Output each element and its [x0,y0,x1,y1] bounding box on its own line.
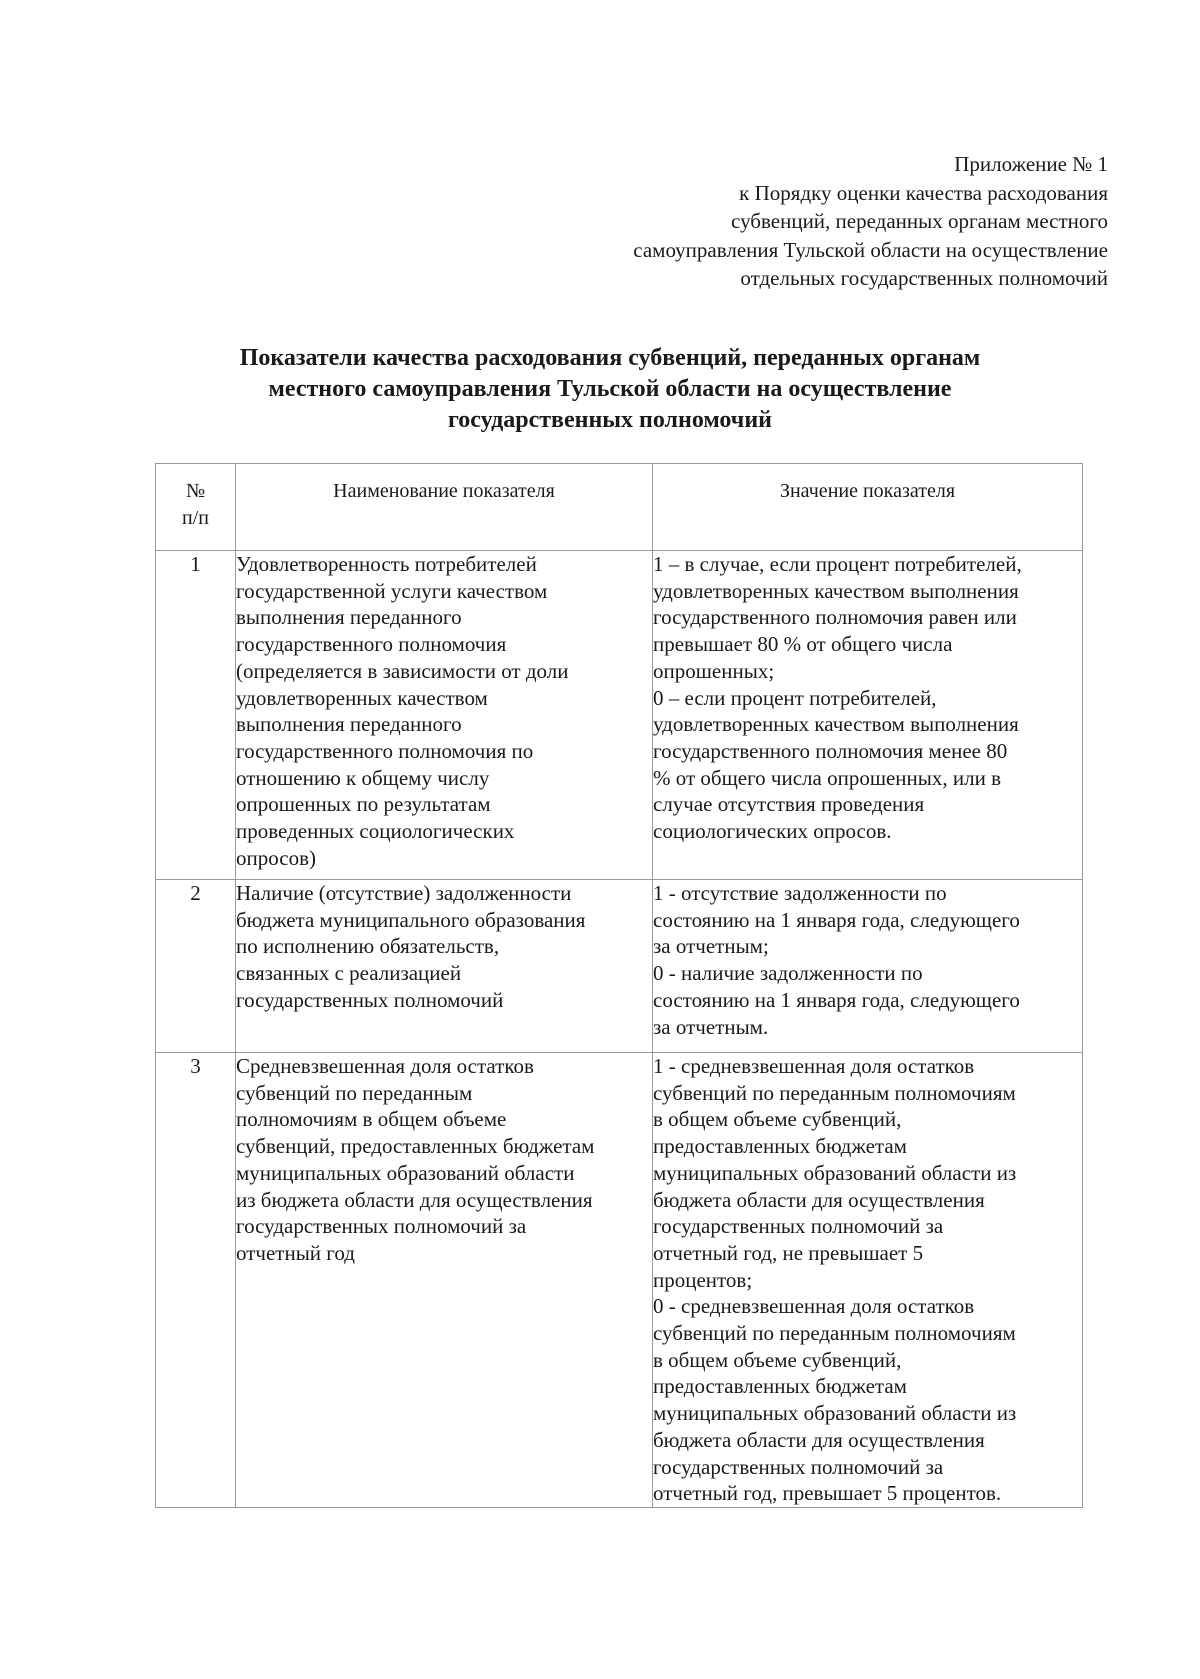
text-line: отчетный год [236,1240,355,1265]
indicator-name [236,880,653,1053]
row-number: 2 [156,880,236,1053]
text-line: выполнения переданного [236,605,462,630]
table-header-row [156,464,1083,551]
text-line: (определяется в зависимости от доли [236,658,569,683]
text-line: за отчетным; [653,934,769,959]
text-line: бюджета области для осуществления [653,1427,985,1452]
text-line: предоставленных бюджетам [653,1374,907,1399]
appendix-line: к Порядку оценки качества расходования [739,180,1108,205]
text-line: превышает 80 % от общего числа [653,632,953,657]
text-line: субвенций по переданным полномочиям [653,1321,1016,1346]
text-line: опрошенных по результатам [236,792,491,817]
text-line: социологических опросов. [653,819,892,844]
indicators-table [155,463,1083,1508]
text-line: % от общего числа опрошенных, или в [653,765,1002,790]
table-row [156,880,1083,1053]
text-line: 0 - средневзвешенная доля остатков [653,1294,975,1319]
text-line: отчетный год, превышает 5 процентов. [653,1481,1002,1506]
text-line: состоянию на 1 января года, следующего [653,907,1020,932]
appendix-line: самоуправления Тульской области на осуществление [633,237,1108,262]
text-line: выполнения переданного [236,712,462,737]
title-line: местного самоуправления Тульской области на осуществление [268,376,952,402]
indicator-value [653,880,1083,1053]
title-line: государственных полномочий [447,407,772,433]
text-line: государственных полномочий [236,987,504,1012]
text-line: процентов; [653,1267,753,1292]
text-line: в общем объеме субвенций, [653,1347,902,1372]
text-line: отношению к общему числу [236,765,490,790]
text-line: Наличие (отсутствие) задолженности [236,881,572,905]
header-value: Значение показателя [653,464,1083,551]
text-line: муниципальных образований области [236,1160,575,1185]
document-title [160,343,1060,436]
text-line: субвенций по переданным полномочиям [653,1080,1016,1105]
text-line: бюджета области для осуществления [653,1187,985,1212]
text-line: государственных полномочий за [653,1454,944,1479]
header-name: Наименование показателя [236,464,653,551]
row-number: 1 [156,551,236,880]
text-line: полномочиям в общем объеме [236,1107,507,1132]
text-line: государственного полномочия равен или [653,605,1017,630]
text-line: Удовлетворенность потребителей [236,552,537,576]
text-line: состоянию на 1 января года, следующего [653,987,1020,1012]
text-line: в общем объеме субвенций, [653,1107,902,1132]
text-line: 0 – если процент потребителей, [653,685,937,710]
text-line: связанных с реализацией [236,961,462,986]
appendix-header [468,150,1108,293]
text-line: муниципальных образований области из [653,1160,1017,1185]
text-line: государственных полномочий за [653,1214,944,1239]
indicator-name [236,1053,653,1508]
text-line: 1 – в случае, если процент потребителей, [653,552,1022,576]
text-line: проведенных социологических [236,819,515,844]
header-number-line2: п/п [182,506,209,529]
indicator-value [653,551,1083,880]
text-line: субвенций, предоставленных бюджетам [236,1134,595,1159]
header-number-line1: № [185,480,206,502]
text-line: удовлетворенных качеством выполнения [653,712,1019,737]
row-number: 3 [156,1053,236,1508]
text-line: отчетный год, не превышает 5 [653,1240,924,1265]
text-line: государственной услуги качеством [236,578,548,603]
text-line: 0 - наличие задолженности по [653,961,923,986]
text-line: опросов) [236,845,316,870]
title-line: Показатели качества расходования субвенций, переданных органам [239,345,981,371]
text-line: государственных полномочий за [236,1214,527,1239]
text-line: Средневзвешенная доля остатков [236,1054,534,1078]
text-line: бюджета муниципального образования [236,907,586,932]
text-line: за отчетным. [653,1014,769,1039]
text-line: опрошенных; [653,658,775,683]
text-line: по исполнению обязательств, [236,934,500,959]
indicator-value [653,1053,1083,1508]
text-line: муниципальных образований области из [653,1401,1017,1426]
text-line: 1 - отсутствие задолженности по [653,881,947,905]
table-row [156,551,1083,880]
text-line: удовлетворенных качеством [236,685,488,710]
text-line: субвенций по переданным [236,1080,473,1105]
text-line: государственного полномочия [236,632,507,657]
text-line: предоставленных бюджетам [653,1134,907,1159]
indicator-name [236,551,653,880]
text-line: из бюджета области для осуществления [236,1187,593,1212]
appendix-line: отдельных государственных полномочий [740,266,1108,290]
header-number [156,464,236,551]
text-line: случае отсутствия проведения [653,792,925,817]
text-line: государственного полномочия по [236,738,534,763]
text-line: 1 - средневзвешенная доля остатков [653,1054,975,1078]
appendix-line: Приложение № 1 [954,152,1108,176]
table-row [156,1053,1083,1508]
text-line: удовлетворенных качеством выполнения [653,578,1019,603]
text-line: государственного полномочия менее 80 [653,738,1008,763]
appendix-line: субвенций, переданных органам местного [731,209,1108,233]
